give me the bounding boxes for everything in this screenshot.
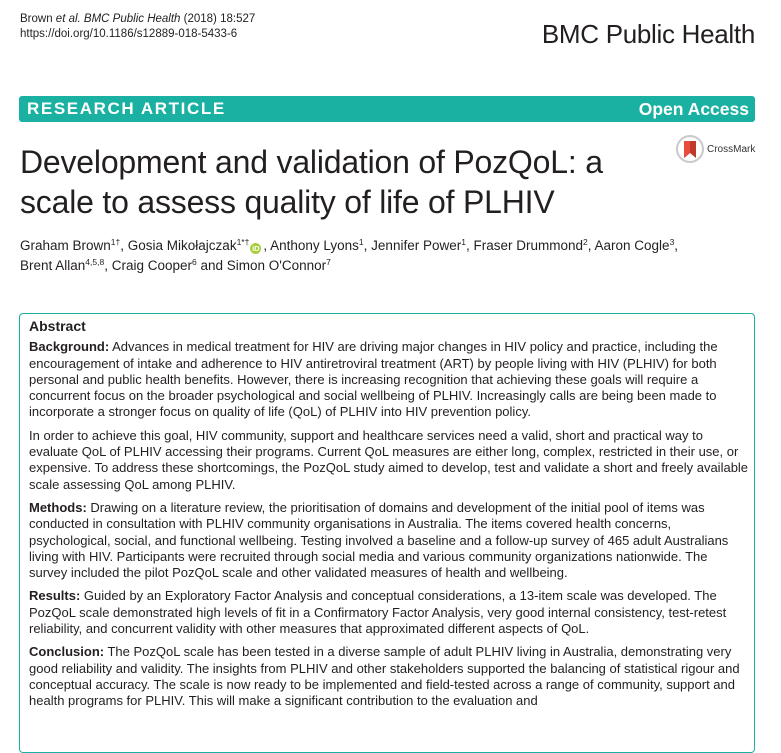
abstract-methods: Methods: Drawing on a literature review, the prioritisation of domains and development of the initial pool of items was conducted in consultation with PLHIV community organisations in Australia. The items covered health concerns, psychological, social, and functional wellbeing. Testing involved a baseline and a follow-up survey of 465 adult Australians living with HIV. Participants were recruited through social media and various community organizations nationwide. The survey included the pilot PozQoL scale and other validated measures of health and wellbeing. xyxy=(29,499,729,581)
author-separator: , xyxy=(120,238,128,253)
crossmark-badge[interactable] xyxy=(675,134,765,166)
author-separator: , xyxy=(587,238,595,253)
author-separator: , xyxy=(104,258,112,273)
author-affiliation: 3 xyxy=(669,237,675,247)
abstract-background-cont: In order to achieve this goal, HIV community, support and healthcare services need a valid, short and practical way to evaluate QoL of PLHIV accessing their programs. Current QoL measures are either long, complex, restricted in their use, or expensive. To address these shortcomings, the PozQoL study aimed to develop, test and validate a short and freely available scale assessing QoL among PLHIV. xyxy=(29,427,749,492)
author-affiliation: 2 xyxy=(583,237,588,247)
crossmark-icon xyxy=(675,134,705,164)
citation xyxy=(20,12,255,42)
author-separator: , xyxy=(363,238,372,253)
abstract-background: Background: Advances in medical treatment for HIV are driving major changes in HIV policy and practice, including the encouragement of intake and adherence to HIV antiretroviral treatment (ART) by people living with HIV (PLHIV) for both personal and public health benefits. However, there is increasing recognition that achieving these goals will require a concurrent focus on the broader psychological and social wellbeing of PLHIV. Increasingly calls are being been made to incorporate a stronger focus on quality of life (QoL) of PLHIV into HIV prevention policy. xyxy=(29,339,718,420)
author-separator: , xyxy=(465,238,474,253)
author-name[interactable]: Graham Brown xyxy=(20,238,111,253)
author-list xyxy=(20,236,760,276)
author-name[interactable]: Craig Cooper xyxy=(111,258,193,273)
open-access-label: Open Access xyxy=(638,99,749,119)
author-affiliation: 4,5,8 xyxy=(85,257,105,267)
author-name[interactable]: Fraser Drummond xyxy=(473,238,583,253)
orcid-icon[interactable]: iD xyxy=(252,244,260,253)
abstract-results: Results: Guided by an Exploratory Factor Analysis and conceptual considerations, a 13-item scale was developed. The PozQoL scale demonstrated high levels of fit in a Confirmatory Factor Analysis, very good internal consistency, test-retest reliability, and concurrent validity with other measures that approximated different aspects of QoL. xyxy=(29,588,727,637)
author-name[interactable]: Aaron Cogle xyxy=(594,238,670,253)
author-affiliation: 1 xyxy=(358,237,364,247)
doi-link[interactable]: https://doi.org/10.1186/s12889-018-5433-6 xyxy=(20,28,238,40)
author-name[interactable]: Anthony Lyons xyxy=(270,238,359,253)
author-affiliation: 1† xyxy=(110,237,121,247)
abstract-box xyxy=(19,313,755,753)
author-separator: , xyxy=(674,238,679,253)
author-name[interactable]: Jennifer Power xyxy=(371,238,462,253)
article-type-label: RESEARCH ARTICLE xyxy=(27,99,226,118)
author-affiliation: 1 xyxy=(461,237,466,247)
journal-name: BMC Public Health xyxy=(541,19,755,49)
abstract-heading: Abstract xyxy=(29,318,86,334)
author-name[interactable]: Brent Allan xyxy=(20,258,86,273)
author-affiliation: 7 xyxy=(326,257,331,267)
author-separator: and xyxy=(196,258,227,273)
citation-line: Brown et al. BMC Public Health (2018) 18:527 xyxy=(20,13,256,25)
crossmark-label: CrossMark xyxy=(707,144,756,155)
author-affiliation: 6 xyxy=(192,257,197,267)
author-name[interactable]: Simon O'Connor xyxy=(226,258,327,273)
article-title: Development and validation of PozQoL: a scale to assess quality of life of PLHIV xyxy=(20,144,603,220)
article-banner xyxy=(19,96,755,122)
abstract-conclusion: Conclusion: The PozQoL scale has been tested in a diverse sample of adult PLHIV living in Australia, demonstrating very good reliability and validity. The insights from PLHIV and other stakeholders supported the balancing of statistical rigour and conceptual accuracy. The scale is now ready to be implemented and field-tested across a range of community, support and health programs for PLHIV. This will make a significant contribution to the evaluation and xyxy=(29,644,740,709)
author-name[interactable]: Gosia Mikołajczak xyxy=(127,238,237,253)
author-separator: , xyxy=(263,238,271,253)
author-affiliation: 1*† xyxy=(236,237,250,247)
